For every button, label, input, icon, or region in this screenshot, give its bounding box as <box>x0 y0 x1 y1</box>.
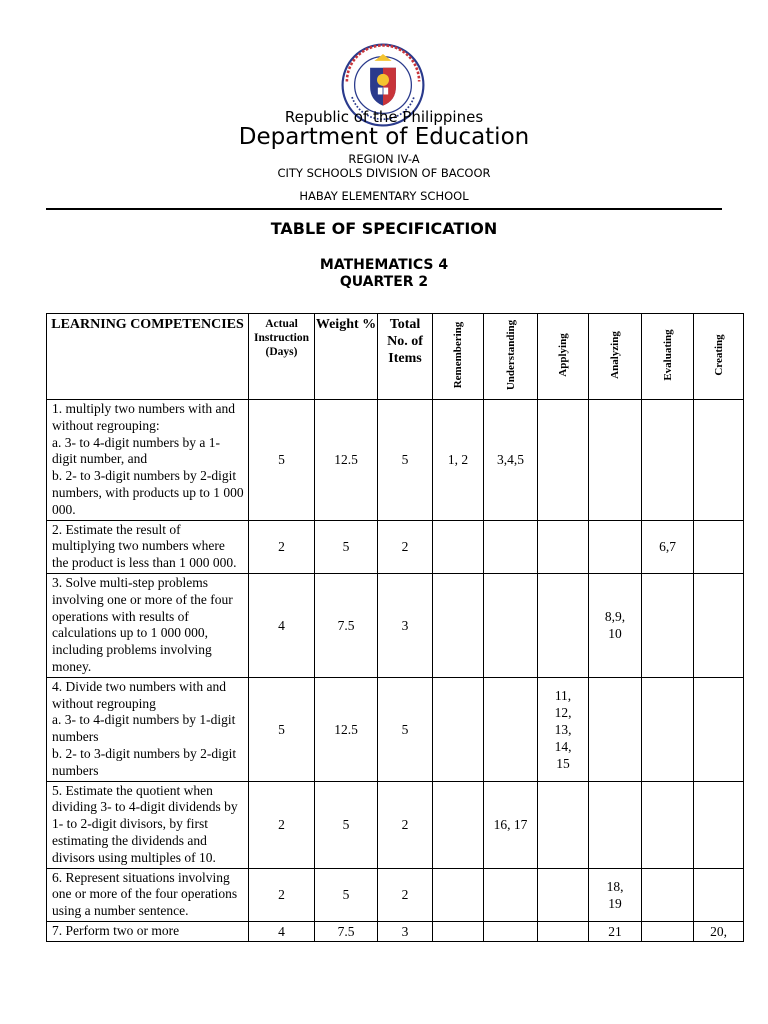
competency-cell: 6. Represent situations involving one or more of the four operations using a number sentence. <box>47 868 249 921</box>
analyzing-cell <box>589 400 642 521</box>
applying-cell <box>538 400 589 521</box>
competency-cell: 3. Solve multi-step problems involving one or more of the four operations with results of calculations up to 1 000 000, including problems involving money. <box>47 573 249 677</box>
understanding-cell <box>484 573 538 677</box>
days-cell: 4 <box>249 921 315 941</box>
understanding-cell: 16, 17 <box>484 781 538 868</box>
applying-cell <box>538 573 589 677</box>
evaluating-cell: 6,7 <box>642 520 694 573</box>
analyzing-cell <box>589 781 642 868</box>
col-header-competencies: LEARNING COMPETENCIES <box>47 314 249 400</box>
items-cell: 2 <box>378 868 433 921</box>
remembering-cell <box>433 781 484 868</box>
remembering-cell <box>433 921 484 941</box>
col-header-creating <box>694 314 744 400</box>
table-row <box>47 520 744 573</box>
subject-title: MATHEMATICS 4 <box>319 257 449 273</box>
col-header-applying <box>538 314 589 400</box>
competency-cell: 1. multiply two numbers with and without regrouping: a. 3- to 4-digit numbers by a 1-digit number, and b. 2- to 3-digit numbers by 2-digit numbers, with products up to 1 000 000. <box>47 400 249 521</box>
applying-label: Applying <box>557 333 569 377</box>
understanding-cell <box>484 520 538 573</box>
weight-cell: 12.5 <box>315 400 378 521</box>
table-row <box>47 677 744 781</box>
items-cell: 2 <box>378 520 433 573</box>
remembering-label: Remembering <box>452 321 464 389</box>
understanding-cell <box>484 868 538 921</box>
table-header-row <box>47 314 744 400</box>
items-cell: 5 <box>378 677 433 781</box>
region-line: REGION IV-A <box>348 152 420 166</box>
weight-cell: 12.5 <box>315 677 378 781</box>
items-cell: 3 <box>378 573 433 677</box>
specification-table <box>46 313 744 942</box>
remembering-cell <box>433 573 484 677</box>
days-cell: 2 <box>249 781 315 868</box>
days-cell: 5 <box>249 400 315 521</box>
analyzing-cell <box>589 520 642 573</box>
table-row <box>47 573 744 677</box>
understanding-cell: 3,4,5 <box>484 400 538 521</box>
creating-cell <box>694 400 744 521</box>
competency-cell: 4. Divide two numbers with and without regrouping a. 3- to 4-digit numbers by 1-digit numbers b. 2- to 3-digit numbers by 2-digit numbers <box>47 677 249 781</box>
remembering-cell <box>433 677 484 781</box>
school-name: HABAY ELEMENTARY SCHOOL <box>299 189 469 203</box>
creating-cell <box>694 781 744 868</box>
weight-cell: 5 <box>315 781 378 868</box>
applying-cell: 11, 12, 13, 14, 15 <box>538 677 589 781</box>
creating-cell <box>694 677 744 781</box>
document-title: TABLE OF SPECIFICATION <box>270 219 498 238</box>
col-header-days: Actual Instruction (Days) <box>249 314 315 400</box>
understanding-label: Understanding <box>504 319 517 391</box>
col-header-analyzing <box>589 314 642 400</box>
items-cell: 5 <box>378 400 433 521</box>
remembering-cell <box>433 520 484 573</box>
days-cell: 2 <box>249 868 315 921</box>
weight-cell: 7.5 <box>315 573 378 677</box>
weight-cell: 7.5 <box>315 921 378 941</box>
republic-line: Republic of the Philippines <box>284 108 484 126</box>
creating-label: Creating <box>712 334 725 376</box>
understanding-cell <box>484 921 538 941</box>
header-divider <box>46 208 722 210</box>
table-row <box>47 400 744 521</box>
creating-cell <box>694 573 744 677</box>
department-title: Department of Education <box>238 124 530 150</box>
evaluating-cell <box>642 868 694 921</box>
evaluating-cell <box>642 781 694 868</box>
items-cell: 2 <box>378 781 433 868</box>
evaluating-cell <box>642 400 694 521</box>
remembering-cell: 1, 2 <box>433 400 484 521</box>
analyzing-cell <box>589 677 642 781</box>
table-row <box>47 781 744 868</box>
quarter-title: QUARTER 2 <box>339 274 429 290</box>
analyzing-label: Analyzing <box>609 331 621 379</box>
analyzing-cell: 18, 19 <box>589 868 642 921</box>
days-cell: 5 <box>249 677 315 781</box>
analyzing-cell: 21 <box>589 921 642 941</box>
col-header-weight: Weight % <box>315 314 378 400</box>
days-cell: 4 <box>249 573 315 677</box>
creating-cell <box>694 868 744 921</box>
competency-cell: 5. Estimate the quotient when dividing 3- to 4-digit dividends by 1- to 2-digit divisors, by first estimating the dividends and divisors using multiples of 10. <box>47 781 249 868</box>
table-row <box>47 868 744 921</box>
understanding-cell <box>484 677 538 781</box>
competency-cell: 2. Estimate the result of multiplying two numbers where the product is less than 1 000 000. <box>47 520 249 573</box>
applying-cell <box>538 921 589 941</box>
remembering-cell <box>433 868 484 921</box>
days-cell: 2 <box>249 520 315 573</box>
applying-cell <box>538 781 589 868</box>
creating-cell: 20, <box>694 921 744 941</box>
table-row <box>47 921 744 941</box>
evaluating-cell <box>642 573 694 677</box>
weight-cell: 5 <box>315 868 378 921</box>
items-cell: 3 <box>378 921 433 941</box>
col-header-understanding <box>484 314 538 400</box>
competency-cell: 7. Perform two or more <box>47 921 249 941</box>
creating-cell <box>694 520 744 573</box>
evaluating-label: Evaluating <box>661 329 674 381</box>
analyzing-cell: 8,9, 10 <box>589 573 642 677</box>
evaluating-cell <box>642 677 694 781</box>
applying-cell <box>538 520 589 573</box>
col-header-evaluating <box>642 314 694 400</box>
division-line: CITY SCHOOLS DIVISION OF BACOOR <box>277 166 491 180</box>
evaluating-cell <box>642 921 694 941</box>
applying-cell <box>538 868 589 921</box>
col-header-items: Total No. of Items <box>378 314 433 400</box>
weight-cell: 5 <box>315 520 378 573</box>
col-header-remembering <box>433 314 484 400</box>
